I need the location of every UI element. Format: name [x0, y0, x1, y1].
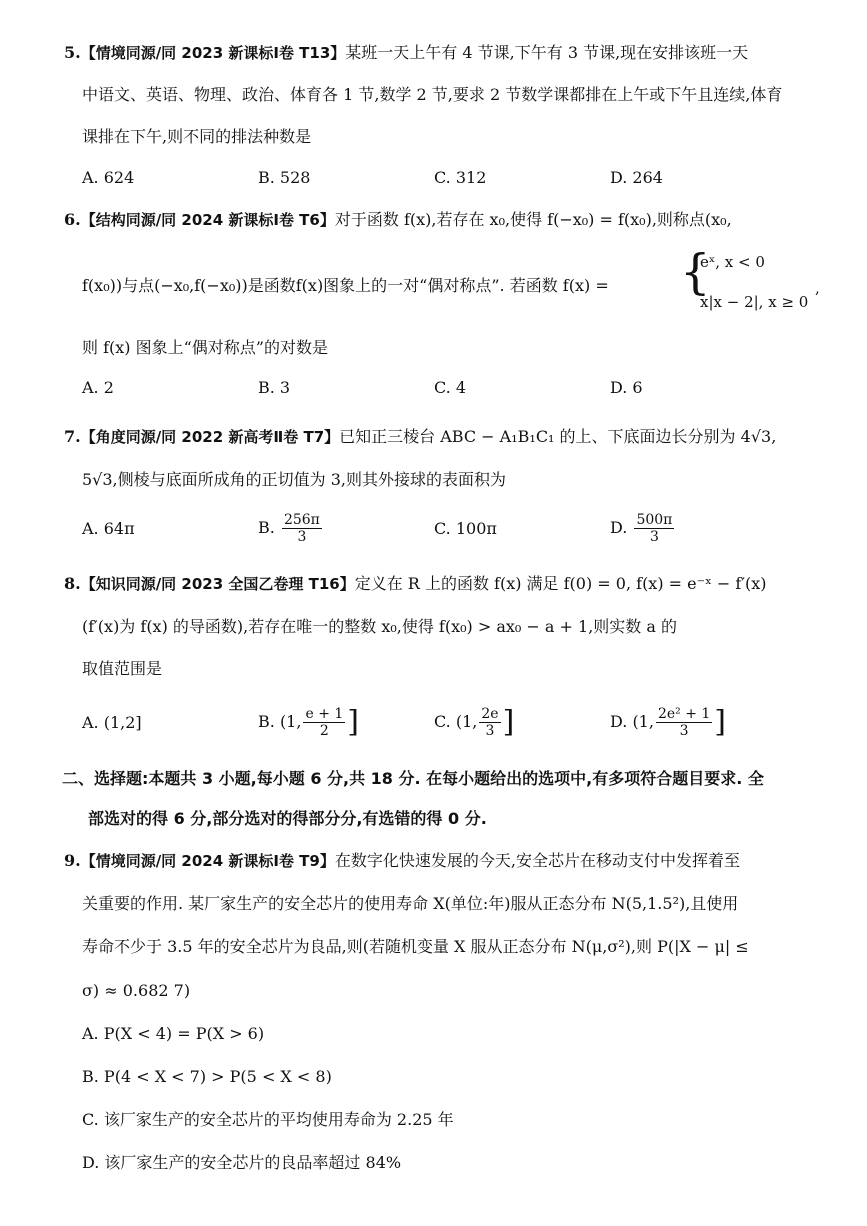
q8-option-d-label: D. [610, 712, 628, 731]
q9-option-d[interactable]: D. 该厂家生产的安全芯片的良品率超过 84% [82, 1153, 402, 1172]
q7-line1 [64, 426, 827, 448]
q6-text-2: f(x₀))与点(−x₀,f(−x₀))是函数f(x)图象上的一对“偶对称点”. 若函数 f(x) = [82, 276, 609, 295]
q6-option-d[interactable]: D. 6 [610, 378, 643, 397]
q9-option-b[interactable]: B. P(4 < X < 7) > P(5 < X < 8) [82, 1067, 332, 1086]
fraction-numerator: e + 1 [305, 706, 344, 722]
q8-option-d-bracket: ] [714, 704, 727, 740]
q8-text-2: (f′(x)为 f(x) 的导函数),若存在唯一的整数 x₀,使得 f(x₀) > ax₀ − a + 1,则实数 a 的 [82, 617, 678, 636]
q5-option-c[interactable]: C. 312 [434, 168, 487, 187]
q8-option-a[interactable]: A. (1,2] [82, 712, 142, 732]
q9-text-2: 关重要的作用. 某厂家生产的安全芯片的使用寿命 X(单位:年)服从正态分布 N(5,1.5²),且使用 [82, 894, 739, 913]
q8-option-d-fraction [656, 706, 712, 739]
q8-option-c-left: (1, [455, 712, 478, 731]
q6-piece-end: , [815, 279, 820, 297]
q5-text-2: 中语文、英语、物理、政治、体育各 1 节,数学 2 节,要求 2 节数学课都排在上午或下午且连续,体育 [82, 85, 783, 104]
fraction-denominator: 3 [485, 723, 495, 739]
q7-option-d-fraction [634, 512, 674, 545]
q5-options [82, 167, 786, 189]
q8-source-tag: 【知识同源/同 2023 全国乙卷理 T16】 [80, 575, 355, 593]
q6-option-a[interactable]: A. 2 [82, 378, 114, 397]
q6-number: 6. [64, 210, 81, 229]
q6-options [82, 377, 786, 399]
fraction-denominator: 2 [319, 723, 329, 739]
q9-option-a[interactable]: A. P(X < 4) = P(X > 6) [82, 1024, 265, 1043]
q5-line1 [64, 42, 827, 64]
q5-option-b[interactable]: B. 528 [258, 168, 311, 187]
fraction-denominator: 3 [297, 529, 307, 545]
q8-option-b-left: (1, [279, 712, 302, 731]
q8-option-b-fraction [303, 706, 345, 739]
fraction-denominator: 3 [679, 723, 689, 739]
q8-text-1: 定义在 R 上的函数 f(x) 满足 f(0) = 0, f(x) = e⁻ˣ − f′(x) [354, 574, 767, 593]
q9-text-4: σ) ≈ 0.682 7) [82, 981, 191, 1000]
q7-option-d-label: D. [610, 518, 628, 537]
q8-option-c-label: C. [434, 712, 451, 731]
q8-option-c-bracket: ] [502, 704, 515, 740]
fraction-numerator: 2e² + 1 [657, 706, 711, 722]
q8-options [82, 706, 786, 739]
q6-option-c[interactable]: C. 4 [434, 378, 467, 397]
q5-option-a[interactable]: A. 624 [82, 168, 135, 187]
q8-text-3: 取值范围是 [82, 659, 163, 678]
q8-number: 8. [64, 574, 81, 593]
q6-line1 [64, 209, 827, 231]
q5-number: 5. [64, 43, 81, 62]
q9-text-1: 在数字化快速发展的今天,安全芯片在移动支付中发挥着至 [334, 851, 740, 870]
q7-option-b-fraction [282, 512, 322, 545]
section2-heading-2: 部选对的得 6 分,部分选对的得部分分,有选错的得 0 分. [88, 809, 487, 828]
q6-option-b[interactable]: B. 3 [258, 378, 291, 397]
q9-source-tag: 【情境同源/同 2024 新课标Ⅰ卷 T9】 [80, 852, 335, 870]
q6-source-tag: 【结构同源/同 2024 新课标Ⅰ卷 T6】 [80, 211, 335, 229]
q7-text-2: 5√3,侧棱与底面所成角的正切值为 3,则其外接球的表面积为 [82, 470, 506, 489]
q6-piece-1: eˣ, x < 0 [700, 253, 765, 271]
q6-text-3: 则 f(x) 图象上“偶对称点”的对数是 [82, 338, 328, 357]
q7-option-b-label: B. [258, 518, 275, 537]
q6-text-1: 对于函数 f(x),若存在 x₀,使得 f(−x₀) = f(x₀),则称点(x₀, [334, 210, 732, 229]
q7-option-b[interactable] [258, 512, 434, 545]
q7-option-a[interactable]: A. 64π [82, 518, 135, 538]
q9-number: 9. [64, 851, 81, 870]
q8-option-d[interactable] [610, 706, 786, 739]
q8-option-c-fraction [479, 706, 500, 739]
q8-option-c[interactable] [434, 706, 610, 739]
q7-text-1: 已知正三棱台 ABC − A₁B₁C₁ 的上、下底面边长分别为 4√3, [339, 427, 777, 446]
q5-text-3: 课排在下午,则不同的排法种数是 [82, 127, 312, 146]
q6-piece-2: x|x − 2|, x ≥ 0 [700, 293, 809, 311]
q5-option-d[interactable]: D. 264 [610, 168, 663, 187]
q7-source-tag: 【角度同源/同 2022 新高考Ⅱ卷 T7】 [80, 428, 340, 446]
q8-option-b[interactable] [258, 706, 434, 739]
q8-option-b-label: B. [258, 712, 275, 731]
section2-heading-1: 二、选择题:本题共 3 小题,每小题 6 分,共 18 分. 在每小题给出的选项中,有多项符合题目要求. 全 [62, 769, 764, 788]
q7-option-d[interactable] [610, 512, 786, 545]
q7-number: 7. [64, 427, 81, 446]
q9-option-c[interactable]: C. 该厂家生产的安全芯片的平均使用寿命为 2.25 年 [82, 1110, 454, 1129]
q7-options [82, 512, 786, 545]
piecewise-brace: { [680, 244, 711, 300]
fraction-numerator: 256π [283, 512, 320, 528]
q7-option-c[interactable]: C. 100π [434, 518, 497, 538]
q5-text-1: 某班一天上午有 4 节课,下午有 3 节课,现在安排该班一天 [345, 43, 749, 62]
q8-line1 [64, 573, 827, 595]
q9-text-3: 寿命不少于 3.5 年的安全芯片为良品,则(若随机变量 X 服从正态分布 N(μ,σ²),则 P(|X − μ| ≤ [82, 937, 749, 956]
q5-source-tag: 【情境同源/同 2023 新课标Ⅰ卷 T13】 [80, 44, 346, 62]
fraction-numerator: 500π [636, 512, 673, 528]
q9-line1 [64, 850, 827, 872]
q8-option-b-bracket: ] [347, 704, 359, 740]
fraction-numerator: 2e [481, 706, 499, 722]
q8-option-d-left: (1, [632, 712, 654, 731]
fraction-denominator: 3 [649, 529, 659, 545]
